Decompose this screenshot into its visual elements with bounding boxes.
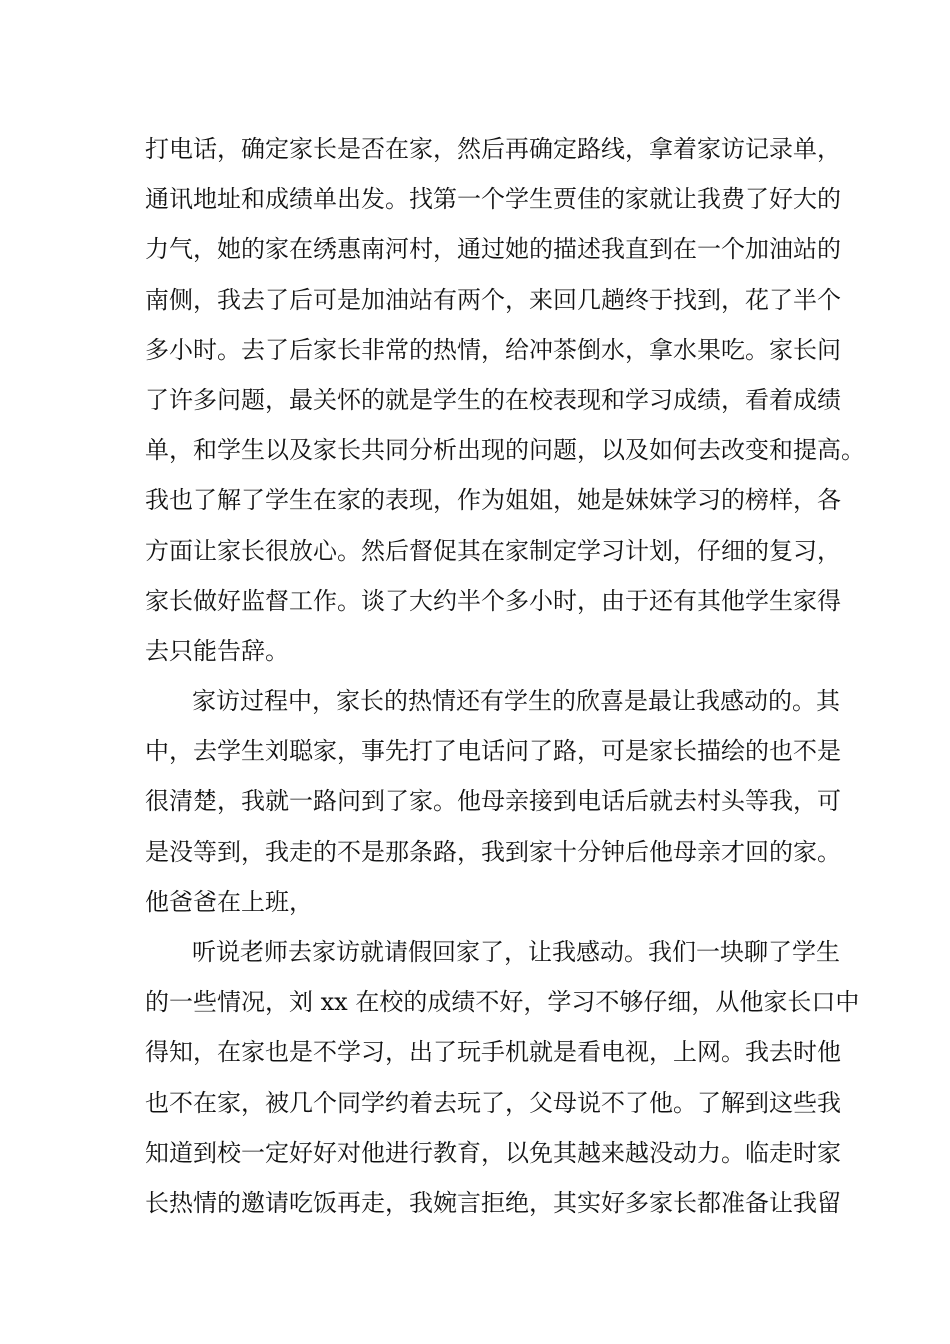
text-line: 知道到校一定好好对他进行教育，以免其越来越没动力。临走时家 [145,1138,841,1167]
text-line: 多小时。去了后家长非常的热情，给冲茶倒水，拿水果吃。家长问 [145,335,841,364]
text-line: 单，和学生以及家长共同分析出现的问题，以及如何去改变和提高。 [145,436,865,465]
text-line: 我也了解了学生在家的表现，作为姐姐，她是妹妹学习的榜样，各 [145,486,841,515]
text-line: 长热情的邀请吃饭再走，我婉言拒绝，其实好多家长都准备让我留 [145,1188,841,1217]
text-line: 去只能告辞。 [145,636,289,665]
text-line: 了许多问题，最关怀的就是学生的在校表现和学习成绩，看着成绩 [145,385,841,414]
text-line: 他爸爸在上班， [145,887,313,916]
text-line: 是没等到，我走的不是那条路，我到家十分钟后他母亲才回的家。 [145,837,841,866]
text-line: 得知，在家也是不学习，出了玩手机就是看电视，上网。我去时他 [145,1038,841,1067]
text-line: 通讯地址和成绩单出发。找第一个学生贾佳的家就让我费了好大的 [145,185,841,214]
text-line: 也不在家，被几个同学约着去玩了，父母说不了他。了解到这些我 [145,1088,841,1117]
text-line: 南侧，我去了后可是加油站有两个，来回几趟终于找到，花了半个 [145,285,841,314]
text-line: 的一些情况，刘 xx 在校的成绩不好，学习不够仔细，从他家长口中 [145,988,860,1017]
text-line: 家长做好监督工作。谈了大约半个多小时，由于还有其他学生家得 [145,586,841,615]
text-line: 中，去学生刘聪家，事先打了电话问了路，可是家长描绘的也不是 [145,737,841,766]
paragraph-first-line: 听说老师去家访就请假回家了，让我感动。我们一块聊了学生 [192,938,840,966]
text-line: 力气，她的家在绣惠南河村，通过她的描述我直到在一个加油站的 [145,235,841,264]
document-body [145,124,865,1228]
text-line: 打电话，确定家长是否在家，然后再确定路线，拿着家访记录单， [145,135,841,163]
text-line: 方面让家长很放心。然后督促其在家制定学习计划，仔细的复习， [145,536,841,565]
text-line: 很清楚，我就一路问到了家。他母亲接到电话后就去村头等我，可 [145,787,841,816]
paragraph-first-line: 家访过程中，家长的热情还有学生的欣喜是最让我感动的。其 [192,687,840,716]
